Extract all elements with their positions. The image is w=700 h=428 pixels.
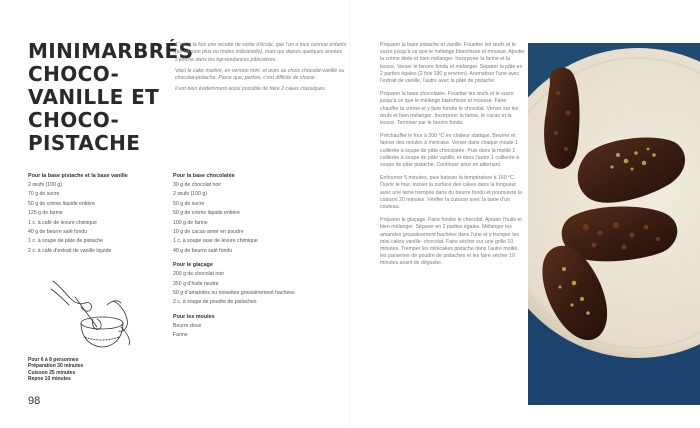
ingredients-pistache-vanille xyxy=(28,173,168,256)
ingredient-item: 100 g de farine xyxy=(173,219,208,226)
ingredient-item: 2 c. à soupe de poudre de pistaches xyxy=(173,299,257,306)
ingredient-list xyxy=(173,270,333,308)
ingredient-item: 200 g de chocolat noir xyxy=(173,271,225,278)
step-paragraph: Préparer le glaçage. Faire fondre le chocolat. Ajouter l’huile et bien mélanger. Séparer en 2 parties égales. Mélanger les amandes grossièrement hachées dans l’une et y tremper les mini cakes vanille- chocolat. Faire sécher sur une grille 10 minutes. Tremper les minicakes pistache dans l’autre moitié, les parsemer de poudre de pistaches et les faire sécher 10 minutes avant de déguster. xyxy=(380,217,522,267)
cakes-photo xyxy=(528,43,700,405)
ingredients-heading: Pour la base pistache et la base vanille xyxy=(28,173,128,179)
whisk-bowl-illustration xyxy=(45,275,135,355)
title-line: VANILLE ET xyxy=(28,85,160,109)
ingredient-item: 70 g de sucre xyxy=(28,191,60,198)
ingredient-item: 40 g de beurre salé fondu xyxy=(173,247,233,254)
ingredient-item: 2 c. à café d’extrait de vanille liquide xyxy=(28,247,112,254)
ingredients-chocolat xyxy=(173,173,333,256)
ingredient-list xyxy=(173,181,333,256)
ingredient-item: 350 g d’huile neutre xyxy=(173,280,219,287)
title-line: MINIMARBRÉS xyxy=(28,39,194,63)
title-line: CHOCO- xyxy=(28,108,120,132)
ingredient-item: Beurre doux xyxy=(173,322,202,329)
recipe-steps xyxy=(380,42,525,274)
ingredient-item: 50 g de crème liquide entière xyxy=(173,210,240,217)
title-line: CHOCO- xyxy=(28,62,120,86)
intro-paragraph: Il est bien évidemment aussi possible de faire 2 cakes classiques. xyxy=(175,86,327,93)
title-line: PISTACHE xyxy=(28,131,141,155)
ingredients-heading: Pour le glaçage xyxy=(173,262,213,269)
ingredients-glacage xyxy=(173,262,333,308)
step-paragraph: Préparer la base chocolatée. Fouetter les œufs et le sucre jusqu’à ce que le mélange blanchisse et mousse. Faire chauffer la crème et y faire fondre le chocolat. Verser sur les œufs et bien mélanger. Incorporer la farine, le cacao et la levure. Terminer par le beurre fondu. xyxy=(380,91,519,127)
ingredient-item: 50 g d’amandes ou noisettes grossièrement hachées xyxy=(173,290,295,297)
ingredient-item: 1 c. à soupe de pâte de pistache xyxy=(28,238,103,245)
recipe-title xyxy=(28,39,194,155)
cakes-photo-art xyxy=(528,43,700,405)
ingredient-item: Farine xyxy=(173,332,188,339)
ingredient-item: 125 g de farine xyxy=(28,210,63,217)
step-paragraph: Préparer la base pistache et vanille. Fouetter les œufs et le sucre jusqu’à ce que le mélange blanchisse et mousse. Ajouter la crème tiède et bien mélanger. Incorporer la farine et la levure. Verser le beurre fondu et mélanger. Séparer la pâte en 2 parties égales (2 fois 190 g environ). Aromatiser l’une avec l’extrait de vanille, l’autre avec la pâte de pistache. xyxy=(380,42,525,85)
info-servings: Pour 6 à 8 personnes xyxy=(28,357,79,363)
info-rest-time: Repos 10 minutes xyxy=(28,376,71,383)
step-paragraph: Préchauffer le four à 200 °C en chaleur statique. Beurrer et fariner des moules à minicake. Verser dans chaque moule 1 cuillerée à soupe de pâte chocolatée. Puis dans la moitié 1 cuillerée à soupe de pâte vanille, et dans l’autre 1 cuillerée à soupe de pâte pistache. Continuer ainsi en alternant. xyxy=(380,133,519,169)
ingredient-item: 2 œufs (100 g) xyxy=(173,191,208,198)
recipe-info xyxy=(28,357,83,383)
intro-paragraph: Voici le cake marbré, en version mini, et avec ou choix chocolat-vanille ou chocolat-pistache. Parce que, parfois, c’est difficile de choisir. xyxy=(175,67,345,82)
ingredients-heading: Pour les moules xyxy=(173,313,215,320)
ingredient-list xyxy=(173,322,333,341)
ingredients-right-column xyxy=(173,173,333,347)
ingredient-item: 2 œufs (100 g) xyxy=(28,182,63,188)
ingredients-moules xyxy=(173,314,333,341)
ingredient-item: 30 g de chocolat noir xyxy=(173,182,222,188)
ingredient-item: 50 g de sucre xyxy=(173,200,205,207)
ingredient-item: 1 c. à soupe rase de levure chimique xyxy=(173,238,258,245)
info-prep-time: Préparation 30 minutes xyxy=(28,363,84,370)
ingredient-item: 10 g de cacao amer en poudre xyxy=(173,229,244,236)
recipe-intro xyxy=(175,42,355,98)
step-paragraph: Enfourner 5 minutes, puis baisser la température à 160 °C. Ouvrir le four, inciser la surface des cakes dans la longueur avec une lame trempée dans du beurre fondu et poursuivre la cuisson 20 minutes. Vérifier la cuisson avec la lame d’un couteau. xyxy=(380,175,522,211)
ingredients-heading: Pour la base chocolatée xyxy=(173,173,235,179)
page-number: 98 xyxy=(28,395,41,407)
intro-paragraph: C’est à la fois une recette de sortie d’école, que l’on a tous connue enfants (en version plus ou moins industrielle), mais qui depuis quelques années s’affiche dans les top-tendances pâtissières. xyxy=(175,42,347,63)
ingredient-item: 1 c. à café de levure chimique xyxy=(28,219,97,226)
ingredient-list xyxy=(28,181,168,256)
ingredient-item: 50 g de crème liquide entière xyxy=(28,200,95,207)
ingredient-item: 40 g de beurre salé fondu xyxy=(28,229,88,236)
info-cook-time: Cuisson 25 minutes xyxy=(28,369,76,376)
